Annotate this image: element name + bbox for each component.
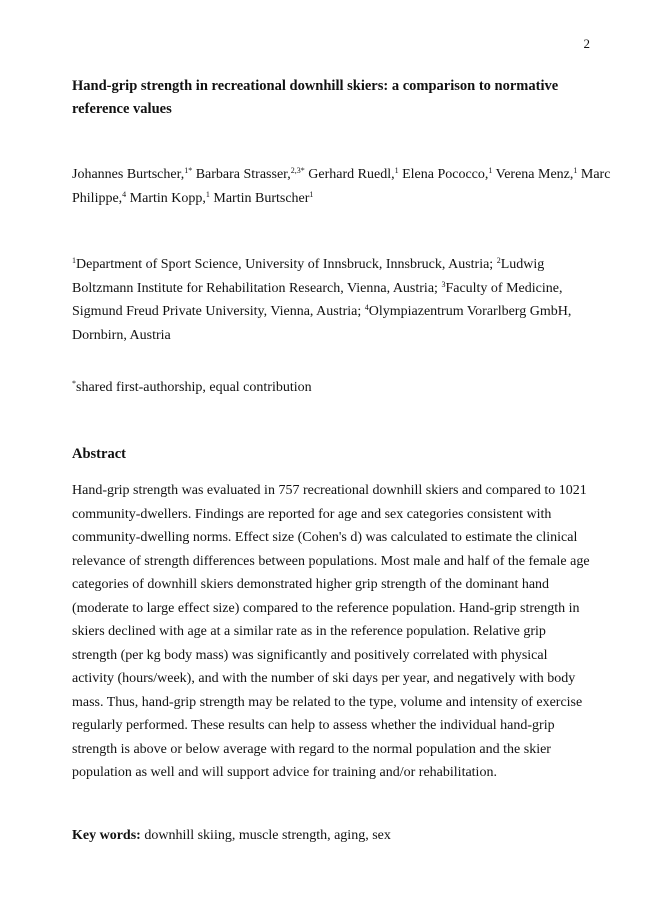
- keywords: [72, 828, 592, 844]
- page-number: 2: [583, 36, 590, 51]
- keywords-label: Key words:: [72, 828, 141, 843]
- affiliation-list: [72, 253, 592, 347]
- paper-title: Hand-grip strength in recreational downhill skiers: a comparison to normative reference values: [72, 78, 559, 117]
- abstract-heading: Abstract: [72, 446, 126, 462]
- affiliation: $^2$Ludwig Boltzmann Institute for Rehabilitation Research, Vienna, Austria;: [72, 256, 545, 296]
- abstract-body: Hand-grip strength was evaluated in 757 recreational downhill skiers and compared to 1021 community-dwellers. Findings are reported for age and sex categories consistent with community-dwelling norms. Effect size (Cohen's d) was calculated to estimate the clinical relevance of strength differences between populations. Most male and half of the female age categories of downhill skiers demonstrated higher grip strength of the dominant hand (moderate to large effect size) compared to the reference population. Hand-grip strength in skiers declined with age at a similar rate as in the reference population. Relative grip strength (per kg body mass) was significantly and positively correlated with physical activity (hours/week), and with the number of ski days per year, and negatively with body mass. Thus, hand-grip strength may be related to the type, volume and intensity of exercise regularly performed. These results can help to assess whether the individual hand-grip strength is above or below average with regard to the normal population and the skier population as well and will support advice for training and/or rehabilitation.: [72, 483, 590, 780]
- affiliation: $^1$Department of Sport Science, University of Innsbruck, Innsbruck, Austria;: [72, 256, 497, 272]
- keywords-text: downhill skiing, muscle strength, aging, sex: [140, 828, 391, 843]
- author: Martin Burtscher$^1$: [213, 190, 314, 206]
- affiliation: $^3$Faculty of Medicine, Sigmund Freud Private University, Vienna, Austria;: [72, 279, 563, 319]
- author: Johannes Burtscher,$^{1*}$: [72, 166, 193, 182]
- author: Verena Menz,$^1$: [495, 166, 578, 182]
- author-list: [72, 163, 612, 211]
- author: Gerhard Ruedl,$^1$: [308, 166, 399, 182]
- author: Martin Kopp,$^1$: [129, 190, 210, 206]
- affiliation: $^4$Olympiazentrum Vorarlberg GmbH, Dornbirn, Austria: [72, 303, 572, 343]
- author: Marc Philippe,$^4$: [72, 167, 611, 206]
- equal-contribution-note: *shared first-authorship, equal contribution: [72, 379, 312, 395]
- author: Elena Pococco,$^1$: [402, 166, 493, 182]
- author: Barbara Strasser,$^{2,3*}$: [195, 166, 305, 182]
